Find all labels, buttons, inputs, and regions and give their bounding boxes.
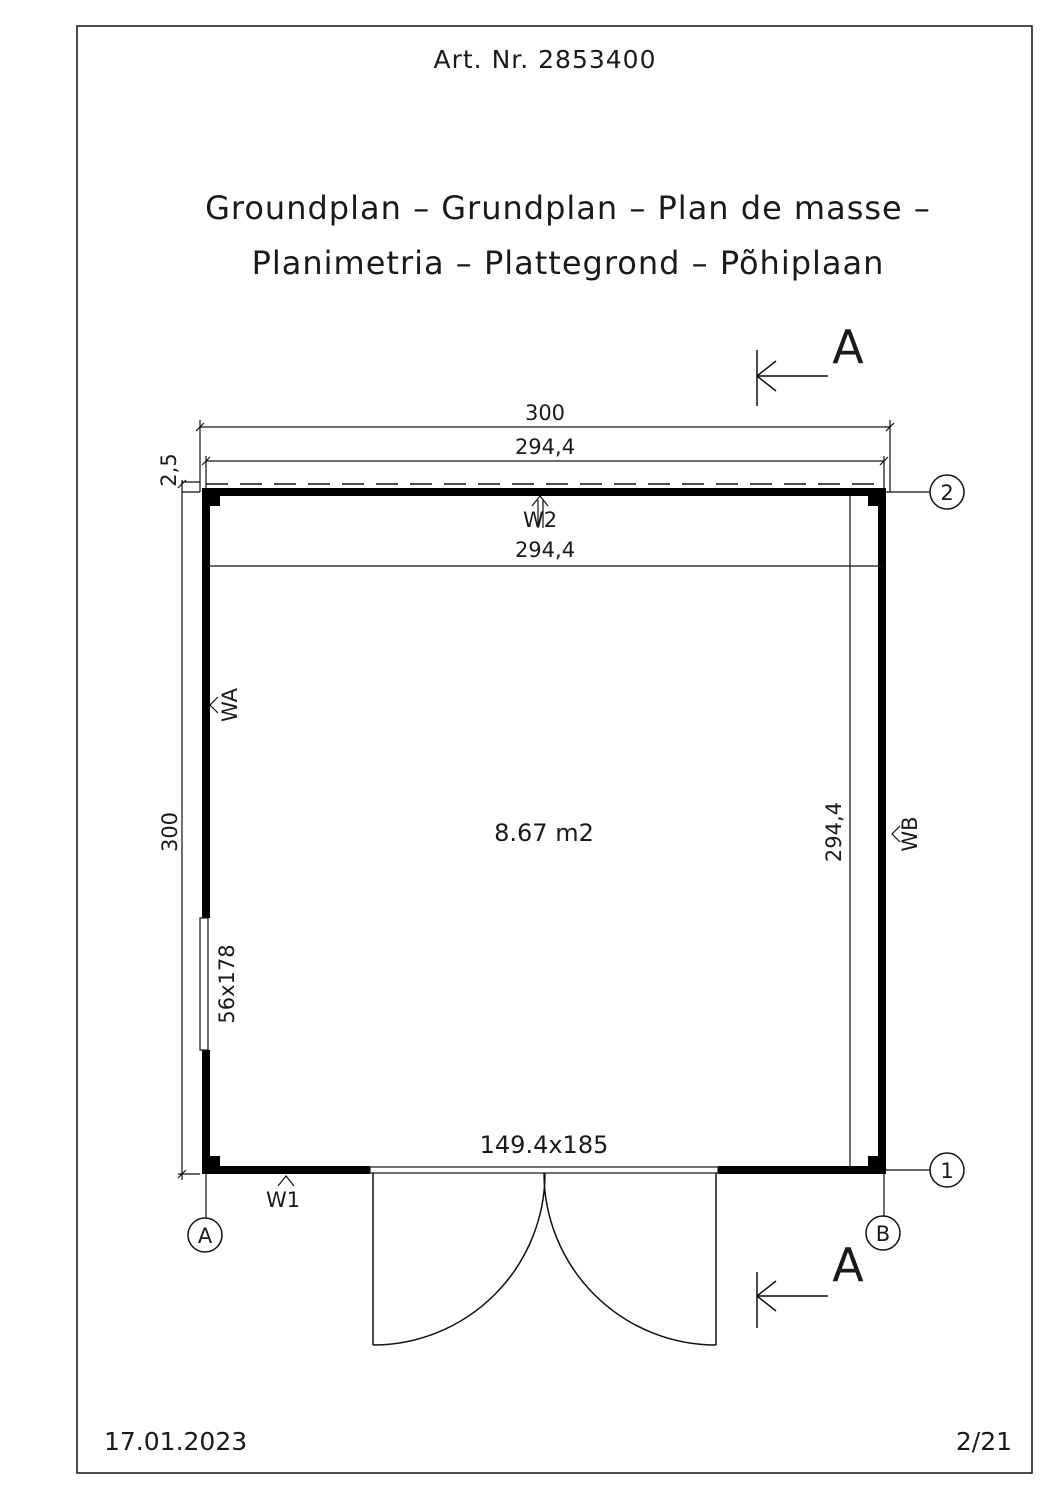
wall-label-wb: WB — [898, 816, 922, 852]
section-marker-top — [757, 320, 864, 406]
footer-page-number: 2/21 — [955, 1427, 1012, 1456]
window-size-label: 56x178 — [215, 944, 239, 1024]
dimension-inner-depth — [822, 496, 850, 1166]
dimension-inner-width-wall — [206, 538, 884, 566]
double-door — [370, 1131, 718, 1345]
wall-label-wa: WA — [218, 688, 242, 722]
wall-marker-w1 — [266, 1176, 300, 1212]
axis-2-label: 2 — [940, 481, 954, 505]
footer-date: 17.01.2023 — [104, 1427, 248, 1456]
title-line-2: Planimetria – Plattegrond – Põhiplaan — [251, 244, 885, 282]
wall-label-w1: W1 — [265, 1188, 301, 1212]
section-label-top: A — [832, 320, 864, 374]
grid-axis-1 — [886, 1153, 964, 1187]
inner-depth-label: 294,4 — [822, 801, 846, 863]
dimension-outer-depth — [158, 480, 200, 1180]
wall-marker-wa — [210, 687, 242, 722]
axis-1-label: 1 — [940, 1159, 954, 1183]
wall-label-w2: W2 — [522, 508, 558, 532]
grid-axis-b — [866, 1174, 900, 1250]
inner-width-wall-label: 294,4 — [514, 538, 576, 562]
wall-marker-wb — [892, 816, 922, 851]
outer-depth-label: 300 — [158, 811, 182, 853]
section-label-bottom: A — [832, 1238, 864, 1292]
overhang-label: 2,5 — [157, 453, 181, 487]
article-number: Art. Nr. 2853400 — [433, 45, 657, 74]
title-line-1: Groundplan – Grundplan – Plan de masse – — [205, 189, 931, 227]
axis-b-label: B — [875, 1222, 891, 1246]
door-size-label: 149.4x185 — [479, 1131, 609, 1159]
grid-axis-a — [188, 1174, 222, 1252]
section-marker-bottom — [757, 1238, 864, 1328]
floor-area-label: 8.67 m2 — [494, 819, 594, 847]
inner-width-top-label: 294,4 — [514, 435, 576, 459]
grid-axis-2 — [886, 475, 964, 509]
outer-width-label: 300 — [524, 401, 566, 425]
axis-a-label: A — [197, 1224, 213, 1248]
dimension-overhang — [157, 453, 200, 492]
window-left-wall — [200, 918, 239, 1050]
wall-marker-w2 — [523, 496, 557, 532]
